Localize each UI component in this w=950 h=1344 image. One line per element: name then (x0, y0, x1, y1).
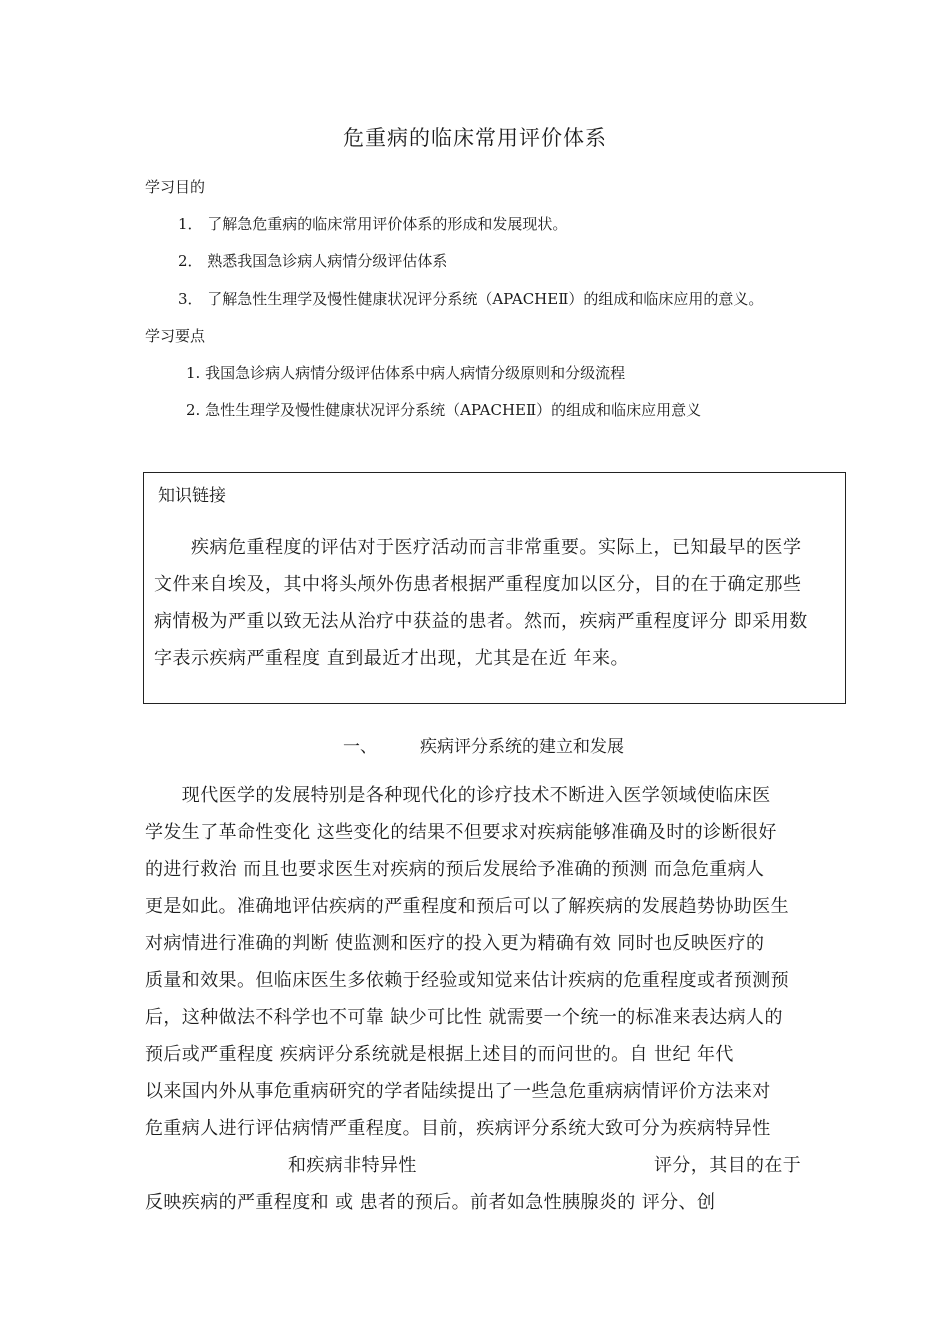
knowledge-box-line: 字表示疾病严重程度 直到最近才出现，尤其是在近 年来。 (154, 648, 629, 669)
knowledge-box-title: 知识链接 (158, 486, 226, 506)
key-point-item: 2. 急性生理学及慢性健康状况评分系统（APACHEⅡ）的组成和临床应用意义 (186, 401, 702, 419)
body-line: 后，这种做法不科学也不可靠 缺少可比性 就需要一个统一的标准来表达病人的 (145, 1007, 783, 1028)
body-line: 预后或严重程度 疾病评分系统就是根据上述目的而问世的。自 世纪 年代 (145, 1044, 734, 1065)
body-line-fragment: 和疾病非特异性 (288, 1155, 417, 1176)
objective-item: 3． 了解急性生理学及慢性健康状况评分系统（APACHEⅡ）的组成和临床应用的意义。 (178, 290, 764, 308)
knowledge-box-line: 疾病危重程度的评估对于医疗活动而言非常重要。实际上，已知最早的医学 (154, 537, 802, 558)
objective-item: 2． 熟悉我国急诊病人病情分级评估体系 (178, 252, 448, 270)
objective-item: 1． 了解急危重病的临床常用评价体系的形成和发展现状。 (178, 215, 568, 233)
section-number: 一、 (343, 737, 377, 757)
body-line: 危重病人进行评估病情严重程度。目前，疾病评分系统大致可分为疾病特异性 (145, 1118, 771, 1139)
body-line: 现代医学的发展特别是各种现代化的诊疗技术不断进入医学领域使临床医 (145, 785, 771, 806)
page-title: 危重病的临床常用评价体系 (343, 126, 607, 150)
body-line-fragment: 评分，其目的在于 (654, 1155, 802, 1176)
knowledge-box (143, 472, 846, 704)
objectives-label: 学习目的 (145, 178, 206, 196)
body-line: 学发生了革命性变化 这些变化的结果不但要求对疾病能够准确及时的诊断很好 (145, 822, 777, 843)
body-line: 反映疾病的严重程度和 或 患者的预后。前者如急性胰腺炎的 评分、创 (145, 1192, 716, 1213)
key-points-label: 学习要点 (145, 327, 206, 345)
section-title: 疾病评分系统的建立和发展 (420, 737, 624, 757)
body-line: 更是如此。准确地评估疾病的严重程度和预后可以了解疾病的发展趋势协助医生 (145, 896, 789, 917)
key-point-item: 1. 我国急诊病人病情分级评估体系中病人病情分级原则和分级流程 (186, 364, 626, 382)
body-line: 的进行救治 而且也要求医生对疾病的预后发展给予准确的预测 而急危重病人 (145, 859, 765, 880)
body-line: 以来国内外从事危重病研究的学者陆续提出了一些急危重病病情评价方法来对 (145, 1081, 771, 1102)
body-line: 对病情进行准确的判断 使监测和医疗的投入更为精确有效 同时也反映医疗的 (145, 933, 765, 954)
knowledge-box-line: 文件来自埃及，其中将头颅外伤患者根据严重程度加以区分，目的在于确定那些 (154, 574, 802, 595)
body-line: 质量和效果。但临床医生多依赖于经验或知觉来估计疾病的危重程度或者预测预 (145, 970, 789, 991)
knowledge-box-line: 病情极为严重以致无法从治疗中获益的患者。然而，疾病严重程度评分 即采用数 (154, 611, 808, 632)
